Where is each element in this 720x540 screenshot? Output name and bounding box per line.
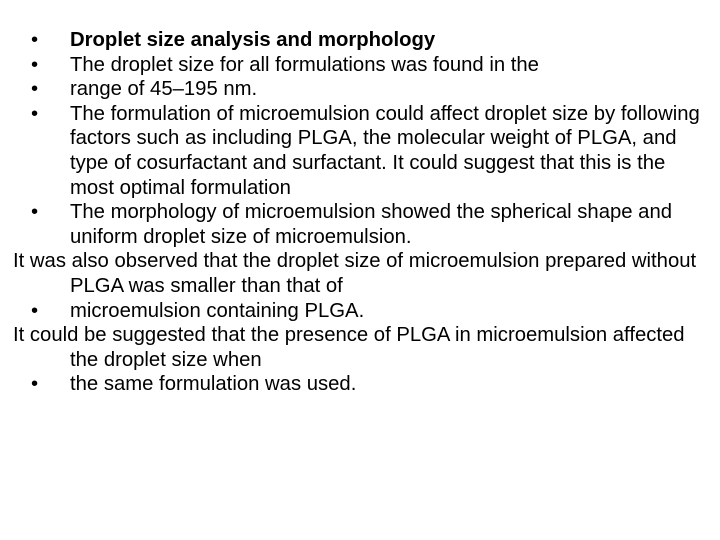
bullet-marker: • <box>31 29 39 51</box>
paragraph-text: It could be suggested that the presence of PLGA in microemulsion affected the droplet size when <box>13 324 685 371</box>
bullet-marker: • <box>31 53 39 76</box>
bullet-item <box>13 200 713 249</box>
bullet-text: range of 45–195 nm. <box>70 78 258 101</box>
bullet-text: The droplet size for all formulations was found in the <box>70 53 539 76</box>
plain-paragraph <box>13 323 713 372</box>
bullet-marker: • <box>31 299 39 322</box>
plain-paragraph <box>13 249 713 298</box>
bullet-text: microemulsion containing PLGA. <box>70 299 365 322</box>
bullet-marker: • <box>31 102 39 125</box>
section-heading: Droplet size analysis and morphology <box>70 29 436 51</box>
bullet-item <box>13 102 713 200</box>
bullet-item <box>13 372 713 397</box>
bullet-item <box>13 299 713 324</box>
bullet-marker: • <box>31 201 39 224</box>
bullet-item <box>13 53 713 78</box>
bullet-marker: • <box>31 78 39 101</box>
slide-body <box>13 28 713 397</box>
bullet-text: The formulation of microemulsion could affect droplet size by following factors such as including PLGA, the molecular weight of PLGA, and type of cosurfactant and surfactant. It could suggest that this is the most optimal formulation <box>70 102 700 199</box>
bullet-marker: • <box>31 373 39 396</box>
bullet-item <box>13 77 713 102</box>
bullet-item <box>13 28 713 53</box>
bullet-text: the same formulation was used. <box>70 373 357 396</box>
bullet-text: The morphology of microemulsion showed the spherical shape and uniform droplet size of microemulsion. <box>70 201 673 248</box>
paragraph-text: It was also observed that the droplet size of microemulsion prepared without PLGA was smaller than that of <box>13 250 697 297</box>
